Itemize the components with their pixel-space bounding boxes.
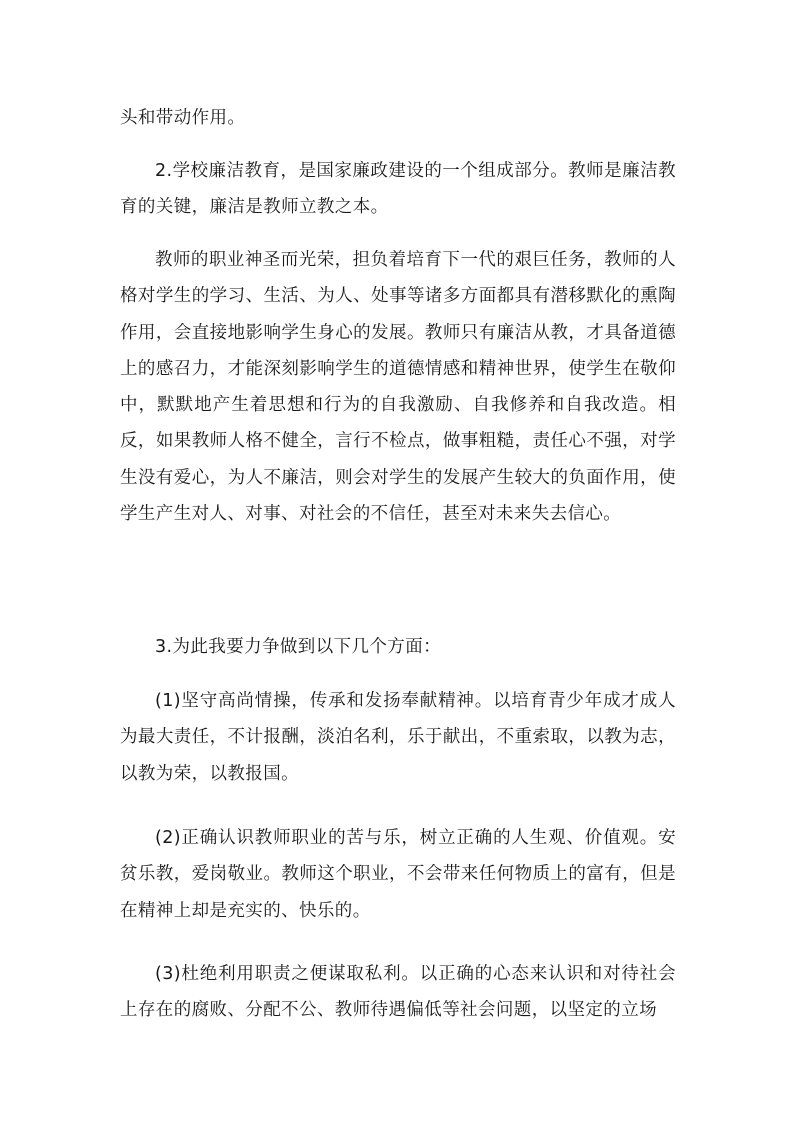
section-2 xyxy=(120,153,676,226)
paragraph-2: 2.学校廉洁教育，是国家廉政建设的一个组成部分。教师是廉洁教育的关键，廉洁是教师立教之本。 xyxy=(120,161,676,218)
section-2-body xyxy=(120,242,676,532)
paragraph-7: (3)杜绝利用职责之便谋取私利。以正确的心态来认识和对待社会上存在的腐败、分配不公、教师待遇偏低等社会问题，以坚定的立场 xyxy=(120,964,676,1021)
paragraph-3: 教师的职业神圣而光荣，担负着培育下一代的艰巨任务，教师的人格对学生的学习、生活、为人、处事等诸多方面都具有潜移默化的熏陶作用，会直接地影响学生身心的发展。教师只有廉洁从教，才具备道德上的感召力，才能深刻影响学生的道德情感和精神世界，使学生在敬仰中，默默地产生着思想和行为的自我激励、自我修养和自我改造。相反，如果教师人格不健全，言行不检点，做事粗糙，责任心不强，对学生没有爱心，为人不廉洁，则会对学生的发展产生较大的负面作用，使学生产生对人、对事、对社会的不信任，甚至对未来失去信心。 xyxy=(120,250,676,525)
paragraph-5: (1)坚守高尚情操，传承和发扬奉献精神。以培育青少年成才成人为最大责任，不计报酬，淡泊名利，乐于献出，不重索取，以教为志，以教为荣，以教报国。 xyxy=(120,691,676,784)
section-3 xyxy=(120,629,676,665)
paragraph-6: (2)正确认识教师职业的苦与乐，树立正确的人生观、价值观。安贫乐教，爱岗敬业。教师这个职业，不会带来任何物质上的富有，但是在精神上却是充实的、快乐的。 xyxy=(120,828,676,921)
paragraph-4: 3.为此我要力争做到以下几个方面： xyxy=(155,637,441,657)
paragraph-continuation xyxy=(120,100,676,136)
item-2 xyxy=(120,820,676,929)
paragraph-1: 头和带动作用。 xyxy=(120,108,246,128)
item-1 xyxy=(120,683,676,792)
item-3 xyxy=(120,956,676,1029)
